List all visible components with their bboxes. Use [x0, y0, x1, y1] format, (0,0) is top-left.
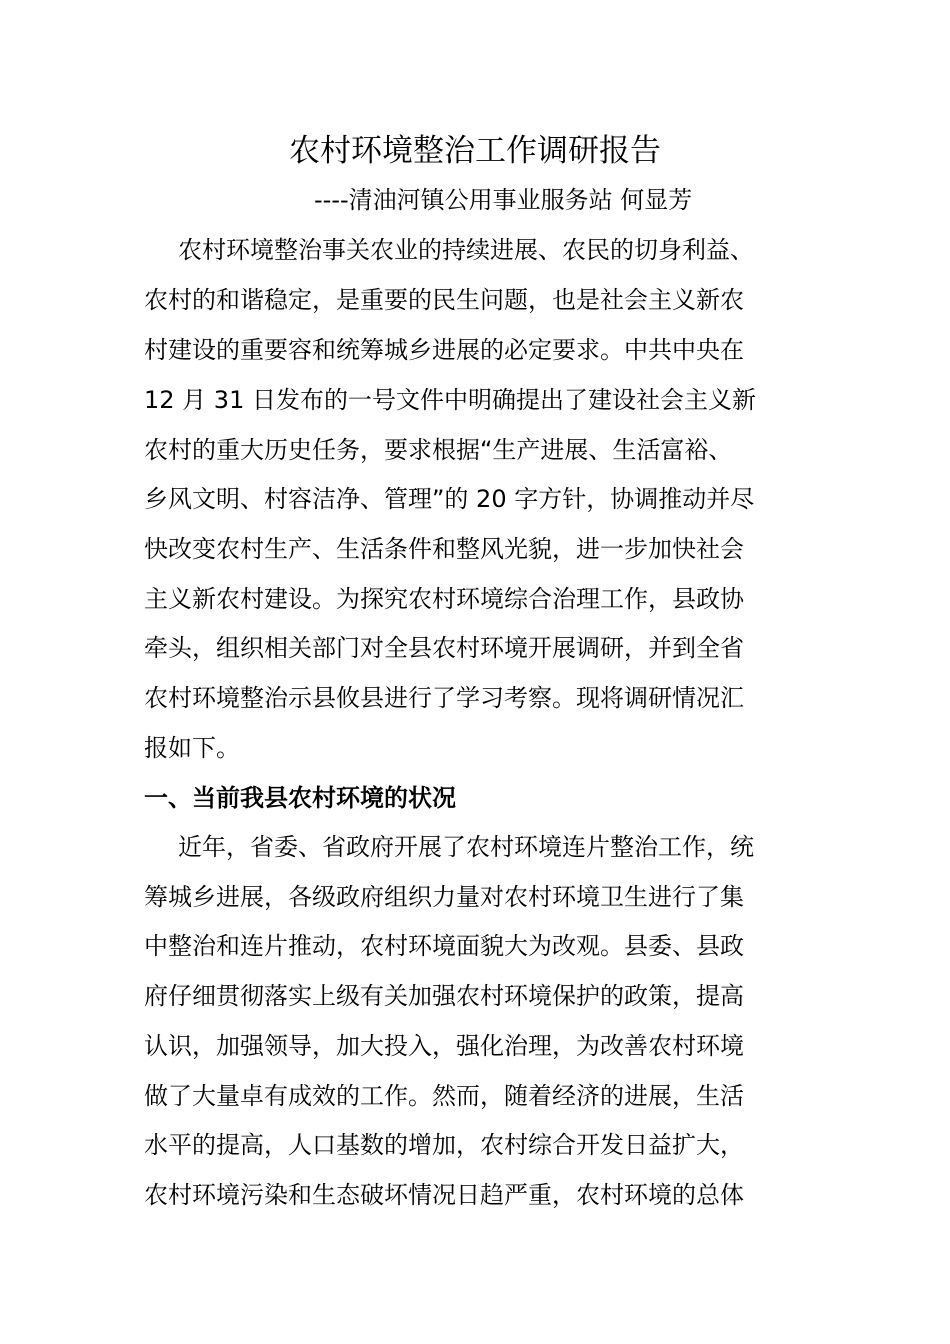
paragraph-line: 报如下。: [144, 734, 240, 762]
paragraph-line: 认识，加强领导，加大投入，强化治理，为改善农村环境: [144, 1032, 744, 1060]
paragraph-line: 农村的重大历史任务，要求根据“生产进展、生活富裕、: [144, 436, 733, 464]
paragraph-line: 快改变农村生产、生活条件和整风光貌，进一步加快社会: [144, 535, 744, 563]
paragraph-line: 12 月 31 日发布的一号文件中明确提出了建设社会主义新: [144, 386, 756, 414]
paragraph-line: 农村环境整治事关农业的持续进展、农民的切身利益、: [178, 236, 754, 264]
paragraph-line: 牵头，组织相关部门对全县农村环境开展调研，并到全省: [144, 634, 744, 662]
paragraph-line: 村建设的重要容和统筹城乡进展的必定要求。中共中央在: [144, 336, 744, 364]
paragraph-line: 府仔细贯彻落实上级有关加强农村环境保护的政策，提高: [144, 982, 744, 1010]
paragraph-line: 做了大量卓有成效的工作。然而，随着经济的进展，生活: [144, 1082, 744, 1110]
author-line: ----清油河镇公用事业服务站 何显芳: [314, 186, 693, 214]
paragraph-line: 农村环境污染和生态破坏情况日趋严重，农村环境的总体: [144, 1181, 744, 1209]
paragraph-line: 主义新农村建设。为探究农村环境综合治理工作，县政协: [144, 585, 744, 613]
section-heading: 一、当前我县农村环境的状况: [144, 784, 456, 812]
document-title: 农村环境整治工作调研报告: [289, 133, 661, 169]
paragraph-line: 农村环境整治示县攸县进行了学习考察。现将调研情况汇: [144, 684, 744, 712]
paragraph-line: 农村的和谐稳定，是重要的民生问题，也是社会主义新农: [144, 286, 744, 314]
paragraph-line: 中整治和连片推动，农村环境面貌大为改观。县委、县政: [144, 932, 744, 960]
paragraph-line: 筹城乡进展，各级政府组织力量对农村环境卫生进行了集: [144, 883, 744, 911]
paragraph-line: 近年，省委、省政府开展了农村环境连片整治工作，统: [178, 833, 754, 861]
paragraph-line: 乡风文明、村容洁净、管理”的 20 字方针，协调推动并尽: [144, 485, 755, 513]
paragraph-line: 水平的提高，人口基数的增加，农村综合开发日益扩大，: [144, 1131, 744, 1159]
